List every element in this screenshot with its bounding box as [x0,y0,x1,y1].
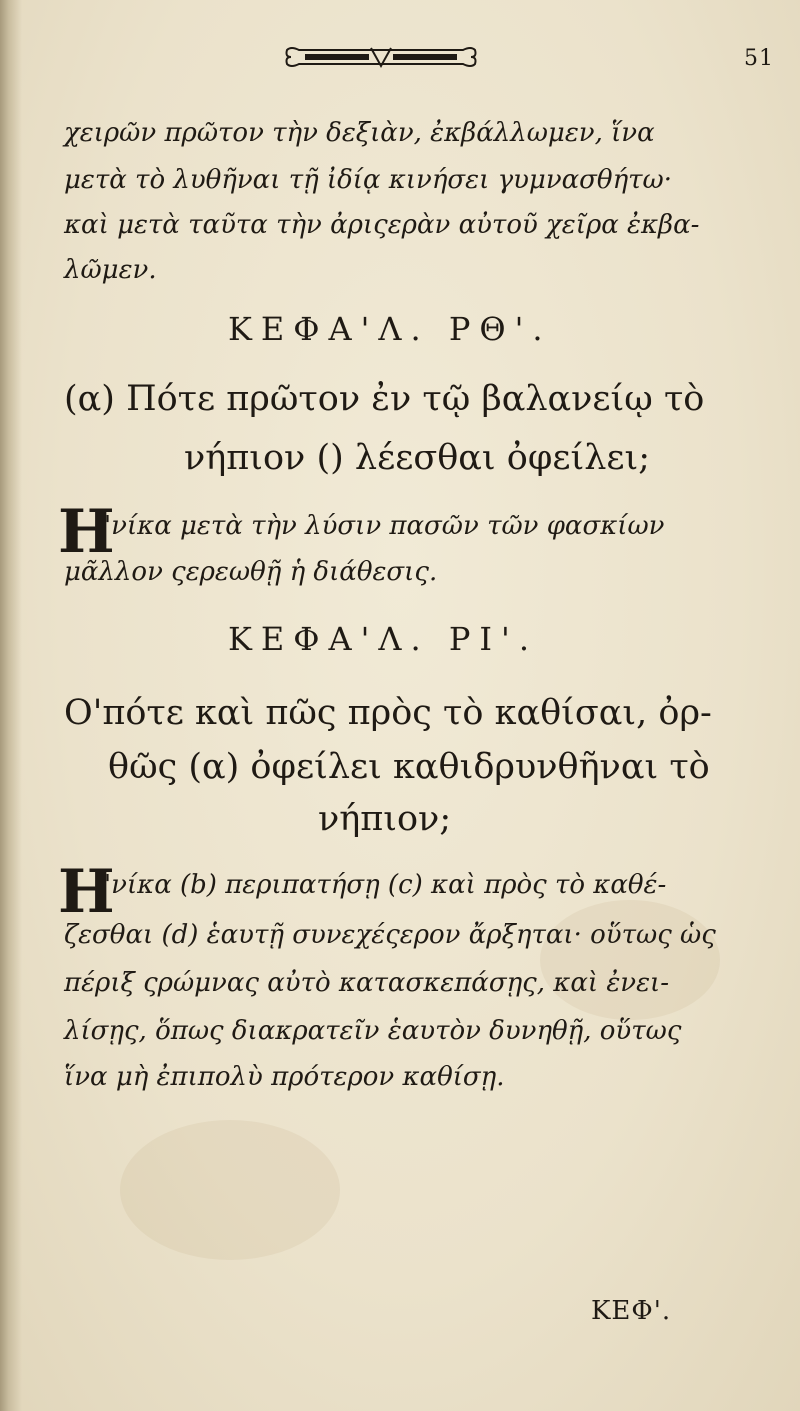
answer-line: 'νίκα μετὰ τὴν λύσιν πασῶν τῶν φασκίων [104,511,665,541]
page-number: 51 [744,46,774,71]
catchword: ΚΕΦ'. [591,1296,672,1326]
answer-line: 'νίκα (b) περιπατήσῃ (c) καὶ πρὸς τὸ καθέ- [104,870,667,900]
text-line: μετὰ τὸ λυθῆναι τῇ ἰδίᾳ κινήσει γυμνασθήτω· [64,165,673,195]
question-line: Ο'πότε καὶ πῶς πρὸς τὸ καθίσαι, ὀρ- [64,693,712,733]
question-line: νήπιον; [318,799,452,839]
question-line: νήπιον () λέεσθαι ὀφείλει; [184,438,651,478]
answer-line: ἵνα μὴ ἐπιπολὺ πρότερον καθίσῃ. [64,1062,505,1092]
answer-line: ζεσθαι (d) ἑαυτῇ συνεχέςερον ἄρξηται· οὕτως ὡς [64,920,716,950]
header-ornament [283,44,479,70]
answer-line: πέριξ ςρώμνας αὐτὸ κατασκεπάσῃς, καὶ ἐνει- [64,968,670,998]
text-line: καὶ μετὰ ταῦτα τὴν ἀριςερὰν αὐτοῦ χεῖρα ἐκβα- [64,210,700,240]
chapter-heading: ΚΕΦΑ'Λ. ΡΘ'. [228,310,552,348]
page-gutter-shadow [0,0,22,1411]
question-line: θῶς (α) ὀφείλει καθιδρυνθῆναι τὸ [108,747,710,787]
drop-initial: Η [58,497,115,567]
question-line: (α) Πότε πρῶτον ἐν τῷ βαλανείῳ τὸ [64,379,705,419]
text-line: χειρῶν πρῶτον τὴν δεξιὰν, ἐκβάλλωμεν, ἵνα [64,118,655,148]
answer-line: λίσῃς, ὅπως διακρατεῖν ἑαυτὸν δυνηθῇ, οὕτως [64,1016,682,1046]
paper-stain [120,1120,340,1260]
answer-line: μᾶλλον ςερεωθῇ ἡ διάθεσις. [64,557,438,587]
drop-initial: Η [58,857,115,927]
text-line: λῶμεν. [64,255,157,285]
chapter-heading: ΚΕΦΑ'Λ. ΡΙ'. [228,620,538,658]
